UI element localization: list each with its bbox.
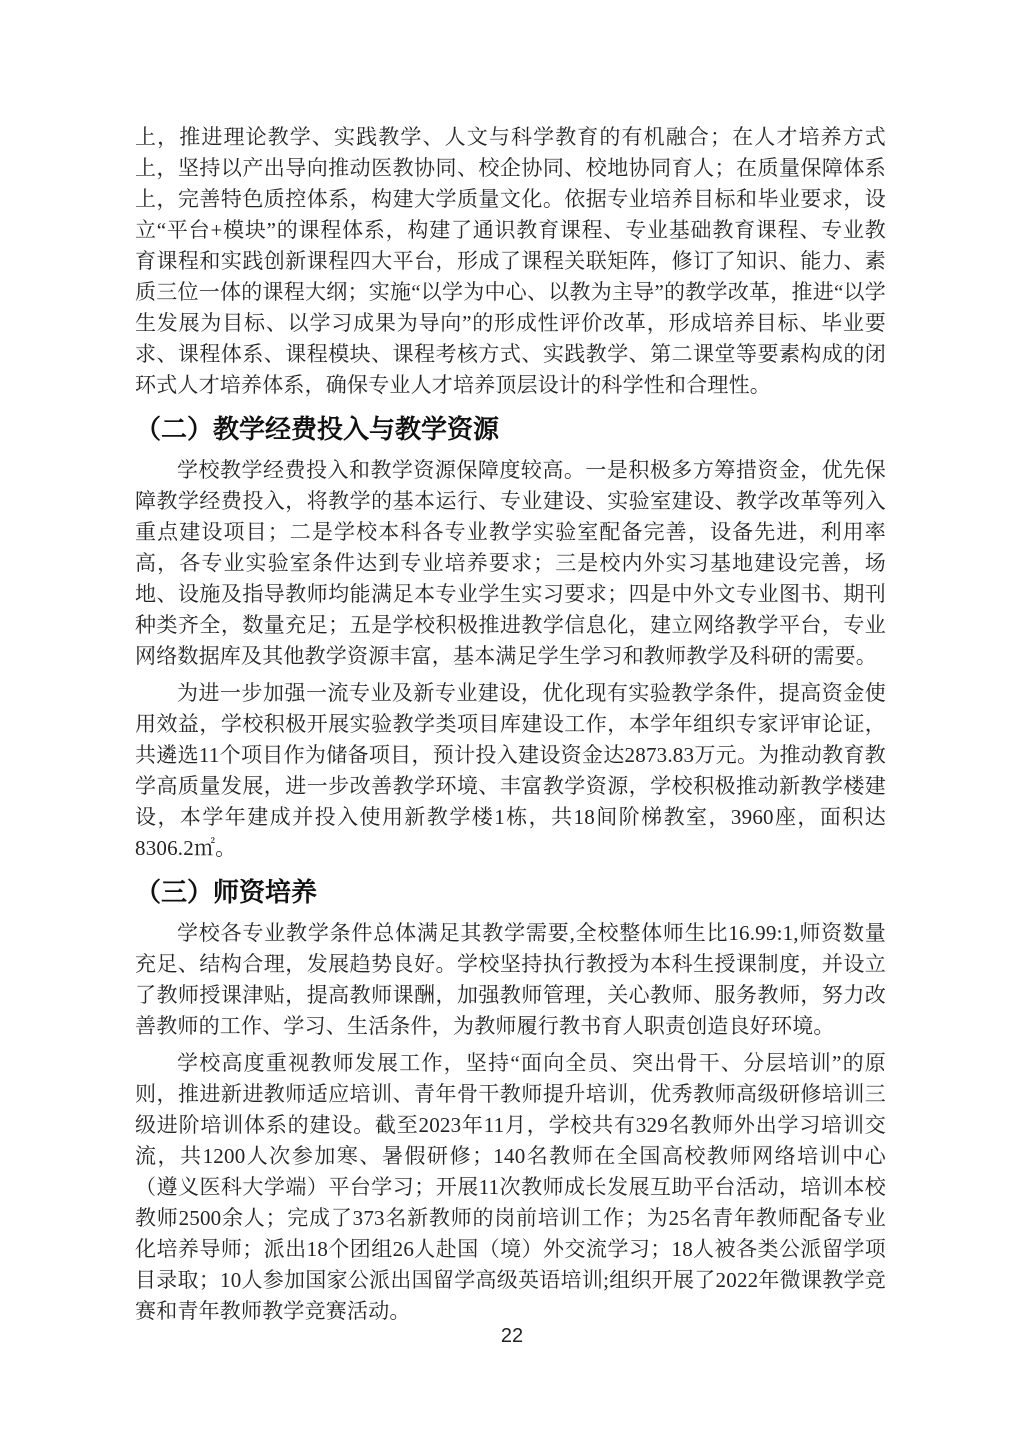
section-heading-faculty-training: （三）师资培养: [135, 877, 318, 907]
paragraph-faculty-development: 学校高度重视教师发展工作，坚持“面向全员、突出骨干、分层培训”的原则，推进新进教师适应培训、青年骨干教师提升培训，优秀教师高级研修培训三级进阶培训体系的建设。截至2023年11月，学校共有329名教师外出学习培训交流，共1200人次参加寒、暑假研修；140名教师在全国高校教师网络培训中心（遵义医科大学端）平台学习；开展11次教师成长发展互助平台活动，培训本校教师2500余人；完成了373名新教师的岗前培训工作；为25名青年教师配备专业化培养导师；派出18个团组26人赴国（境）外交流学习；18人被各类公派留学项目录取；10人参加国家公派出国留学高级英语培训;组织开展了2022年微课教学竞赛和青年教师教学竞赛活动。: [135, 1051, 886, 1323]
continuation-paragraph: 上，推进理论教学、实践教学、人文与科学教育的有机融合；在人才培养方式上，坚持以产出导向推动医教协同、校企协同、校地协同育人；在质量保障体系上，完善特色质控体系，构建大学质量文化。依据专业培养目标和毕业要求，设立“平台+模块”的课程体系，构建了通识教育课程、专业基础教育课程、专业教育课程和实践创新课程四大平台，形成了课程关联矩阵，修订了知识、能力、素质三位一体的课程大纲；实施“以学为中心、以教为主导”的教学改革，推进“以学生发展为目标、以学习成果为导向”的形成性评价改革，形成培养目标、毕业要求、课程体系、课程模块、课程考核方式、实践教学、第二课堂等要素构成的闭环式人才培养体系，确保专业人才培养顶层设计的科学性和合理性。: [135, 125, 886, 397]
page-number: 22: [500, 1325, 524, 1347]
paragraph-faculty-ratio: 学校各专业教学条件总体满足其教学需要,全校整体师生比16.99:1,师资数量充足、结构合理，发展趋势良好。学校坚持执行教授为本科生授课制度，并设立了教师授课津贴，提高教师课酬，加强教师管理，关心教师、服务教师，努力改善教师的工作、学习、生活条件，为教师履行教书育人职责创造良好环境。: [135, 921, 886, 1038]
paragraph-lab-project-building: 为进一步加强一流专业及新专业建设，优化现有实验教学条件，提高资金使用效益，学校积极开展实验教学类项目库建设工作，本学年组织专家评审论证，共遴选11个项目作为储备项目，预计投入建设资金达2873.83万元。为推动教育教学高质量发展，进一步改善教学环境、丰富教学资源，学校积极推动新教学楼建设，本学年建成并投入使用新教学楼1栋，共18间阶梯教室，3960座，面积达8306.2㎡。: [135, 681, 886, 860]
paragraph-funding-guarantee: 学校教学经费投入和教学资源保障度较高。一是积极多方筹措资金，优先保障教学经费投入，将教学的基本运行、专业建设、实验室建设、教学改革等列入重点建设项目；二是学校本科各专业教学实验室配备完善，设备先进，利用率高，各专业实验室条件达到专业培养要求；三是校内外实习基地建设完善，场地、设施及指导教师均能满足本专业学生实习要求；四是中外文专业图书、期刊种类齐全，数量充足；五是学校积极推进教学信息化，建立网络教学平台，专业网络数据库及其他教学资源丰富，基本满足学生学习和教师教学及科研的需要。: [135, 458, 886, 668]
section-heading-teaching-funds-resources: （二）教学经费投入与教学资源: [135, 414, 500, 444]
